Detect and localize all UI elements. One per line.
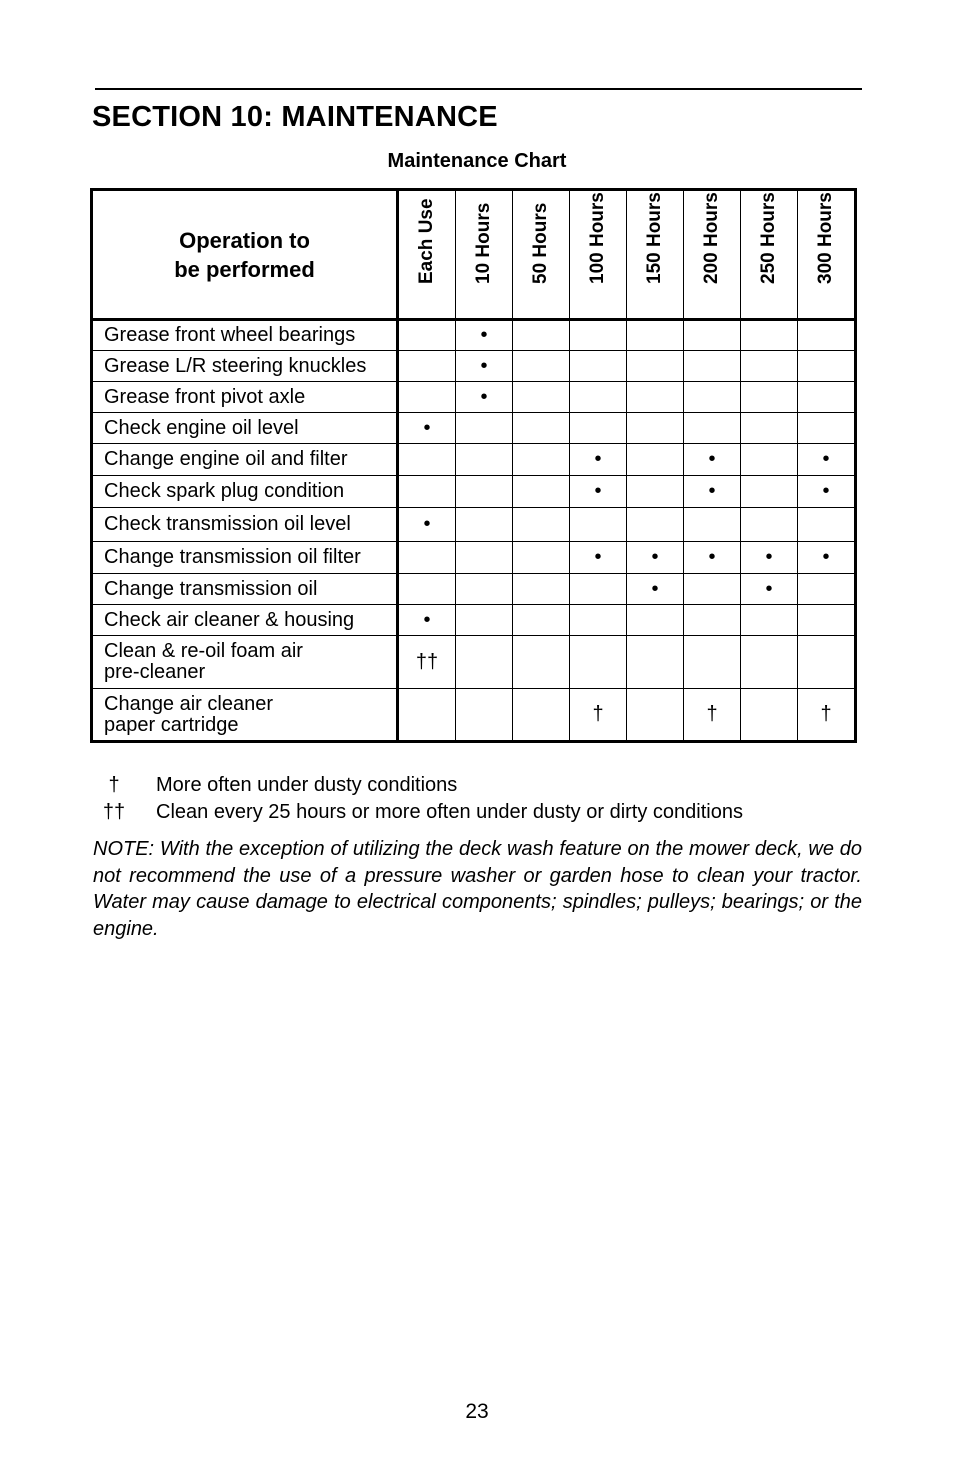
interval-cell: [741, 444, 798, 476]
interval-cell: [513, 689, 570, 742]
table-row: [92, 382, 856, 413]
interval-cell: •: [570, 444, 627, 476]
interval-cell: [627, 689, 684, 742]
interval-header-label: 200 Hours: [701, 192, 722, 284]
table-row: [92, 689, 856, 742]
operation-text: Change air cleaner: [104, 692, 273, 715]
interval-cell: [741, 476, 798, 508]
operation-cell: [92, 320, 398, 351]
interval-cell: [513, 382, 570, 413]
interval-cell: †: [798, 689, 856, 742]
footnote-text: Clean every 25 hours or more often under dusty or dirty conditions: [156, 801, 743, 823]
interval-cell: [627, 413, 684, 444]
operation-text: pre-cleaner: [104, 661, 206, 683]
interval-cell: [741, 689, 798, 742]
table-row: [92, 320, 856, 351]
interval-cell: •: [798, 542, 856, 574]
interval-cell: [627, 605, 684, 636]
interval-cell: [456, 574, 513, 605]
operation-text: Change transmission oil: [104, 577, 318, 600]
interval-cell: [570, 351, 627, 382]
operation-cell: [92, 636, 398, 689]
operation-text: Clean & re-oil foam air: [104, 640, 303, 662]
operation-text: Check air cleaner & housing: [104, 608, 355, 631]
interval-cell: [741, 320, 798, 351]
operation-text: Check transmission oil level: [104, 513, 351, 535]
interval-cell: [798, 508, 856, 542]
interval-header: [513, 190, 570, 320]
interval-header-label: 150 Hours: [644, 192, 665, 284]
interval-cell: [398, 689, 456, 742]
interval-cell: •: [798, 476, 856, 508]
operation-cell: [92, 574, 398, 605]
interval-cell: [684, 636, 741, 689]
top-rule: [95, 88, 862, 90]
table-row: [92, 574, 856, 605]
operation-text: Change engine oil and filter: [104, 448, 348, 470]
interval-cell: [513, 542, 570, 574]
operation-cell: [92, 351, 398, 382]
interval-cell: [456, 605, 513, 636]
operation-text: paper cartridge: [104, 713, 239, 736]
table-row: [92, 413, 856, 444]
interval-cell: [456, 413, 513, 444]
interval-cell: •: [570, 542, 627, 574]
interval-cell: [513, 320, 570, 351]
interval-cell: •: [741, 542, 798, 574]
table-row: [92, 444, 856, 476]
interval-header: [398, 190, 456, 320]
interval-header-label: Each Use: [416, 198, 437, 284]
operation-cell: [92, 413, 398, 444]
table-body: [92, 320, 856, 742]
operation-text: Check engine oil level: [104, 416, 299, 439]
interval-cell: [513, 413, 570, 444]
interval-cell: [684, 320, 741, 351]
interval-cell: [684, 351, 741, 382]
footnote-symbol: ††: [102, 801, 126, 823]
interval-header-label: 50 Hours: [530, 202, 551, 284]
operation-cell: [92, 542, 398, 574]
interval-cell: †: [570, 689, 627, 742]
interval-cell: [627, 320, 684, 351]
footnote-symbol: †: [108, 774, 120, 796]
interval-cell: [456, 444, 513, 476]
interval-cell: [684, 574, 741, 605]
interval-cell: •: [398, 508, 456, 542]
interval-header: [627, 190, 684, 320]
operation-cell: [92, 605, 398, 636]
interval-cell: [513, 605, 570, 636]
interval-cell: [741, 413, 798, 444]
interval-cell: [798, 636, 856, 689]
interval-cell: [513, 351, 570, 382]
interval-cell: [513, 444, 570, 476]
table-row: [92, 542, 856, 574]
operation-cell: [92, 476, 398, 508]
footnote-text: More often under dusty conditions: [156, 774, 458, 796]
interval-cell: •: [684, 476, 741, 508]
interval-cell: [798, 413, 856, 444]
interval-cell: [570, 413, 627, 444]
footnotes: [92, 772, 862, 826]
footnote-row: [92, 772, 862, 799]
table-row: [92, 636, 856, 689]
operation-text: Change transmission oil filter: [104, 546, 361, 568]
interval-cell: [741, 351, 798, 382]
interval-cell: [684, 508, 741, 542]
interval-cell: [513, 508, 570, 542]
interval-cell: •: [456, 351, 513, 382]
interval-cell: [398, 320, 456, 351]
table-row: [92, 605, 856, 636]
interval-cell: [627, 508, 684, 542]
interval-cell: •: [684, 542, 741, 574]
interval-cell: [398, 574, 456, 605]
interval-header-label: 100 Hours: [587, 192, 608, 284]
interval-cell: [684, 413, 741, 444]
interval-cell: [684, 605, 741, 636]
interval-cell: [398, 542, 456, 574]
interval-cell: •: [456, 320, 513, 351]
interval-cell: ††: [398, 636, 456, 689]
interval-cell: •: [684, 444, 741, 476]
footnote-row: [92, 799, 862, 826]
operation-cell: [92, 508, 398, 542]
operation-text: Grease front wheel bearings: [104, 324, 356, 346]
interval-header: [741, 190, 798, 320]
interval-header: [456, 190, 513, 320]
table-row: [92, 508, 856, 542]
interval-cell: [570, 605, 627, 636]
interval-cell: [627, 476, 684, 508]
table-header-row: [92, 190, 856, 320]
operation-text: Check spark plug condition: [104, 480, 345, 502]
page-number: 23: [465, 1400, 489, 1423]
interval-cell: [741, 382, 798, 413]
interval-cell: [513, 574, 570, 605]
interval-cell: •: [398, 605, 456, 636]
operation-cell: [92, 689, 398, 742]
operation-cell: [92, 382, 398, 413]
table-row: [92, 351, 856, 382]
interval-cell: •: [398, 413, 456, 444]
interval-cell: •: [627, 574, 684, 605]
maintenance-table: [90, 188, 857, 743]
interval-cell: [798, 382, 856, 413]
interval-header: [570, 190, 627, 320]
interval-cell: [798, 351, 856, 382]
operation-text: Grease L/R steering knuckles: [104, 354, 367, 377]
interval-cell: [741, 605, 798, 636]
interval-cell: [398, 351, 456, 382]
interval-cell: [570, 382, 627, 413]
interval-cell: [627, 636, 684, 689]
operation-header: [92, 190, 398, 320]
interval-cell: [398, 444, 456, 476]
interval-cell: [456, 636, 513, 689]
interval-cell: •: [456, 382, 513, 413]
operation-cell: [92, 444, 398, 476]
interval-cell: [798, 574, 856, 605]
interval-cell: [684, 382, 741, 413]
interval-cell: [456, 508, 513, 542]
table-row: [92, 476, 856, 508]
section-title: SECTION 10: MAINTENANCE: [92, 101, 498, 133]
interval-cell: [570, 574, 627, 605]
interval-cell: [627, 444, 684, 476]
interval-cell: [798, 605, 856, 636]
interval-cell: •: [627, 542, 684, 574]
interval-cell: [398, 476, 456, 508]
interval-cell: [741, 636, 798, 689]
interval-cell: [570, 636, 627, 689]
interval-cell: [456, 542, 513, 574]
operation-header-line1: Operation to: [179, 227, 310, 253]
interval-cell: •: [570, 476, 627, 508]
interval-cell: •: [741, 574, 798, 605]
interval-cell: [513, 636, 570, 689]
chart-title: Maintenance Chart: [387, 150, 567, 172]
interval-cell: [398, 382, 456, 413]
interval-cell: •: [798, 444, 856, 476]
interval-cell: [513, 476, 570, 508]
interval-cell: [741, 508, 798, 542]
interval-cell: †: [684, 689, 741, 742]
interval-cell: [570, 508, 627, 542]
operation-header-line2: be performed: [174, 256, 315, 282]
note-paragraph: NOTE: With the exception of utilizing the deck wash feature on the mower deck, we do not recommend the use of a pressure washer or garden hose to clean your tractor. Water may cause damage to electrical components; spindles; pulleys; bearings; or the engine.: [93, 838, 862, 941]
interval-cell: [798, 320, 856, 351]
interval-header-label: 300 Hours: [815, 192, 836, 284]
operation-text: Grease front pivot axle: [104, 385, 306, 408]
interval-cell: [627, 382, 684, 413]
interval-header: [684, 190, 741, 320]
interval-header-label: 250 Hours: [758, 192, 779, 284]
interval-cell: [570, 320, 627, 351]
interval-cell: [627, 351, 684, 382]
interval-header: [798, 190, 856, 320]
interval-header-label: 10 Hours: [473, 202, 494, 284]
interval-cell: [456, 476, 513, 508]
interval-cell: [456, 689, 513, 742]
